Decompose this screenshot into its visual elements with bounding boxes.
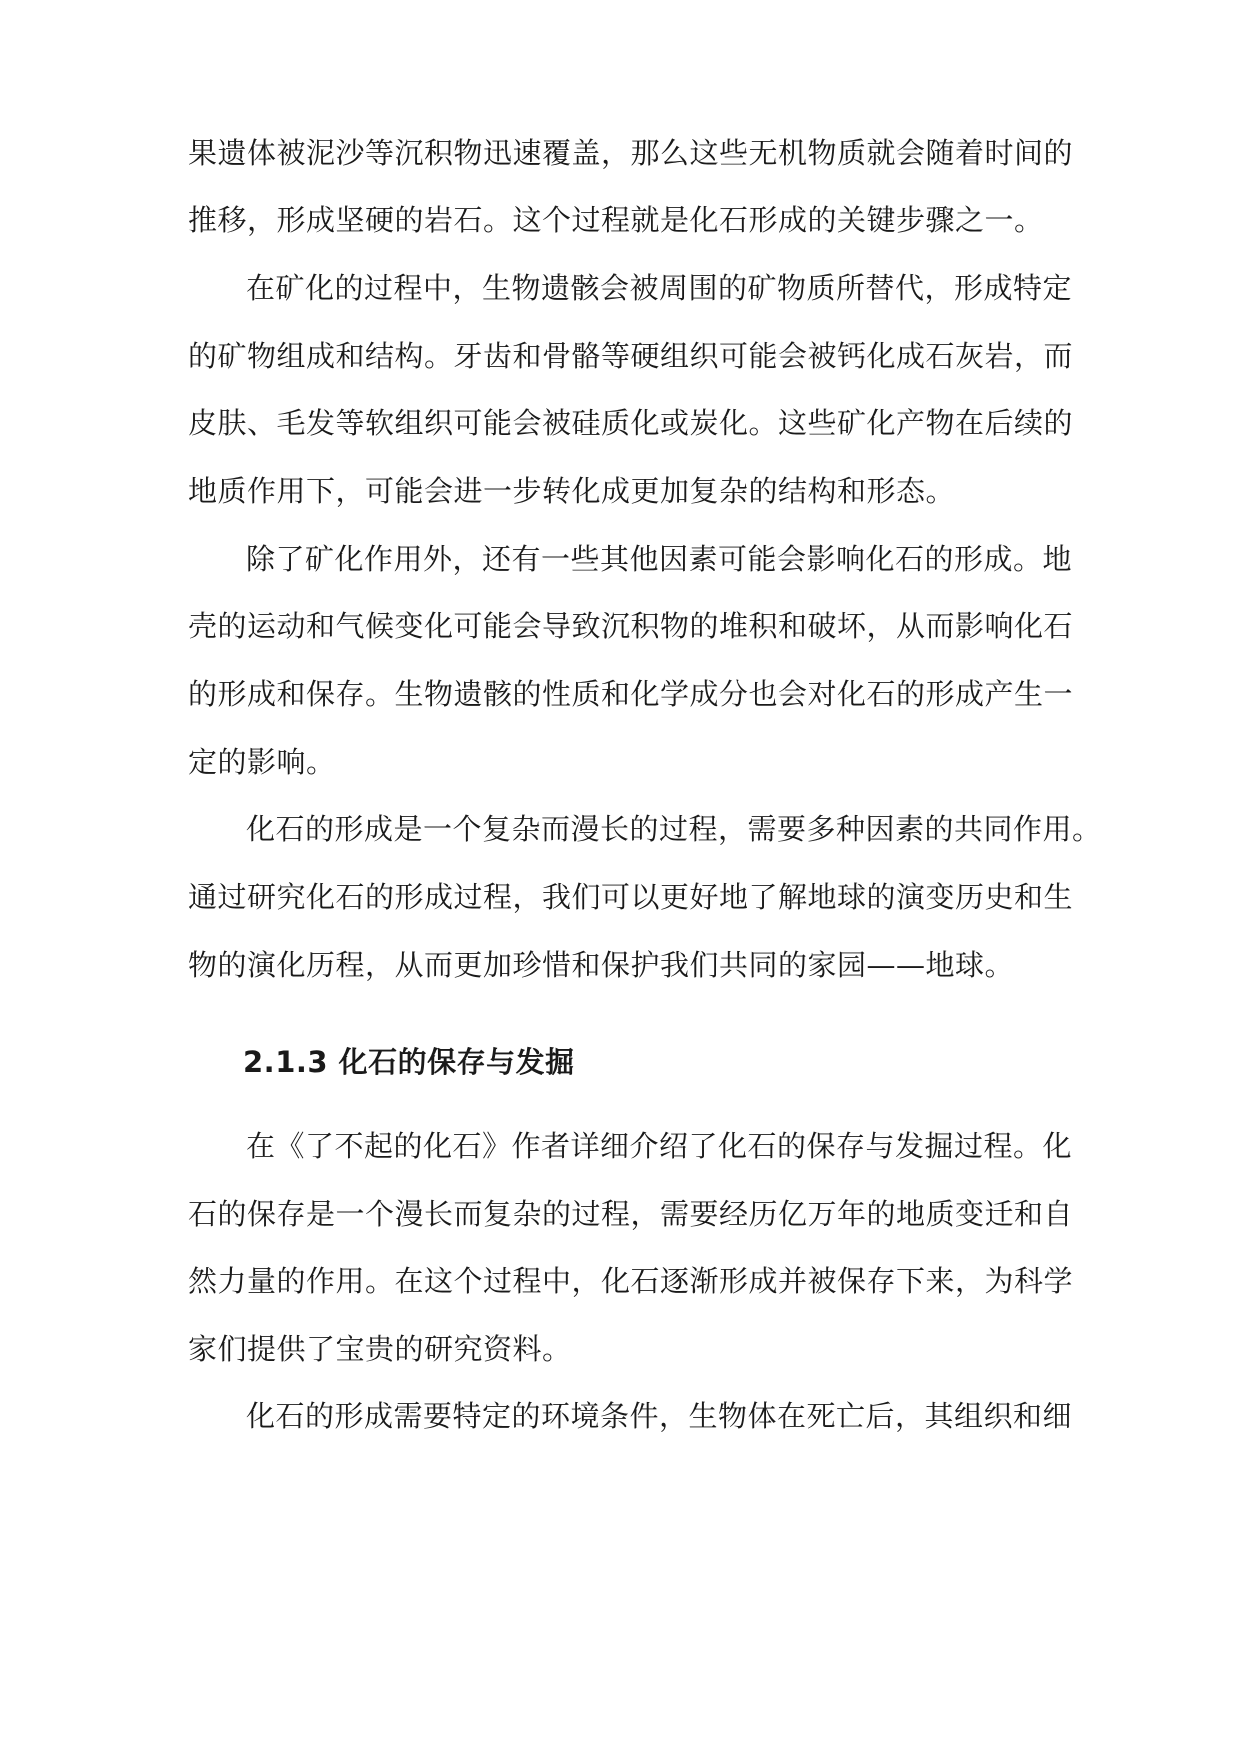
text-line: 石的保存是一个漫长而复杂的过程，需要经历亿万年的地质变迁和自 xyxy=(188,1197,1074,1231)
text-line: 除了矿化作用外，还有一些其他因素可能会影响化石的形成。地 xyxy=(246,542,1073,576)
section-heading: 2.1.3 化石的保存与发掘 xyxy=(243,1045,575,1079)
text-line: 物的演化历程，从而更加珍惜和保护我们共同的家园——地球。 xyxy=(188,948,1015,982)
text-line: 然力量的作用。在这个过程中，化石逐渐形成并被保存下来，为科学 xyxy=(188,1264,1074,1298)
text-line: 的矿物组成和结构。牙齿和骨骼等硬组织可能会被钙化成石灰岩，而 xyxy=(188,339,1074,373)
text-line: 果遗体被泥沙等沉积物迅速覆盖，那么这些无机物质就会随着时间的 xyxy=(188,136,1074,170)
text-line: 的形成和保存。生物遗骸的性质和化学成分也会对化石的形成产生一 xyxy=(188,677,1074,711)
text-line: 家们提供了宝贵的研究资料。 xyxy=(188,1332,572,1366)
text-line: 通过研究化石的形成过程，我们可以更好地了解地球的演变历史和生 xyxy=(188,880,1074,914)
text-line: 在矿化的过程中，生物遗骸会被周围的矿物质所替代，形成特定 xyxy=(246,271,1073,305)
text-line: 化石的形成需要特定的环境条件，生物体在死亡后，其组织和细 xyxy=(246,1399,1073,1433)
text-line: 壳的运动和气候变化可能会导致沉积物的堆积和破坏，从而影响化石 xyxy=(188,609,1074,643)
text-line: 定的影响。 xyxy=(188,745,336,779)
text-line: 化石的形成是一个复杂而漫长的过程，需要多种因素的共同作用。 xyxy=(246,812,1102,846)
text-line: 在《了不起的化石》作者详细介绍了化石的保存与发掘过程。化 xyxy=(246,1129,1073,1163)
text-line: 地质作用下，可能会进一步转化成更加复杂的结构和形态。 xyxy=(188,474,956,508)
text-line: 推移，形成坚硬的岩石。这个过程就是化石形成的关键步骤之一。 xyxy=(188,203,1044,237)
text-line: 皮肤、毛发等软组织可能会被硅质化或炭化。这些矿化产物在后续的 xyxy=(188,406,1074,440)
